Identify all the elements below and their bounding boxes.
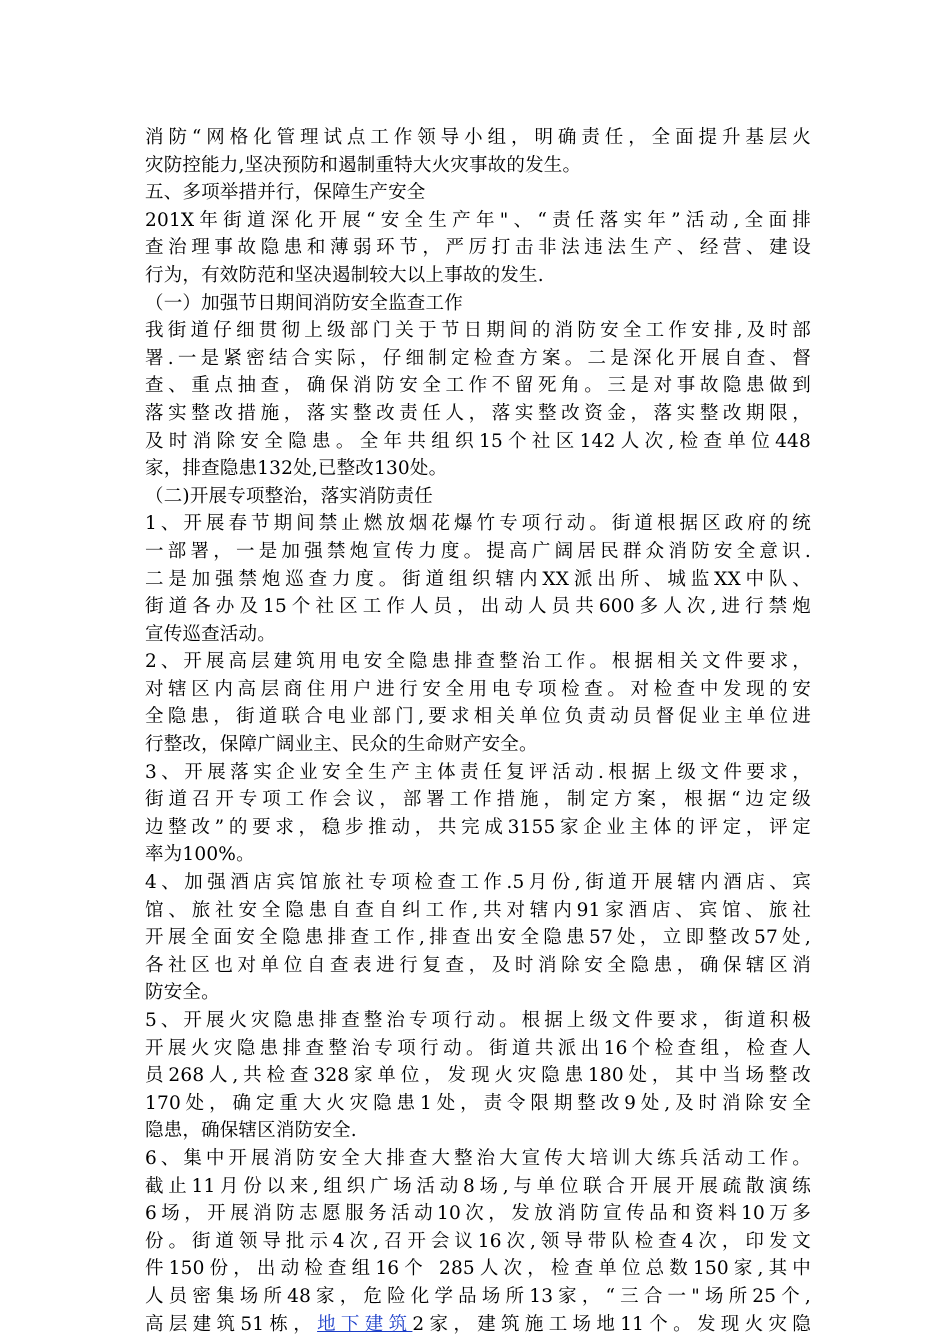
text-line: 行整改，保障广阔业主、民众的生命财产安全。	[145, 734, 538, 756]
text-line: 开展全面安全隐患排查工作,排查出安全隐患57处，立即整改57处,	[145, 927, 811, 949]
text-line: 馆、旅社安全隐患自查自纠工作,共对辖内91家酒店、宾馆、旅社	[145, 899, 811, 921]
text-line: 6场，开展消防志愿服务活动10次，发放消防宣传品和资料10万多	[145, 1203, 811, 1225]
text-line-final	[145, 1311, 811, 1339]
text-line: 查治理事故隐患和薄弱环节，严厉打击非法违法生产、经营、建设	[145, 237, 811, 259]
text-line: 隐患，确保辖区消防安全.	[145, 1120, 357, 1142]
text-line: 灾防控能力,坚决预防和遏制重特大火灾事故的发生。	[145, 154, 582, 176]
text-line: 五、多项举措并行，保障生产安全	[145, 182, 426, 204]
text-line: 街道各办及15个社区工作人员，出动人员共600多人次,进行禁炮	[145, 596, 811, 618]
text-line: 消防“网格化管理试点工作领导小组，明确责任，全面提升基层火	[145, 127, 811, 148]
text-line: 边整改”的要求，稳步推动，共完成3155家企业主体的评定，评定	[145, 816, 811, 838]
final-line-after: 2家，建筑施工场地11个。发现火灾隐	[412, 1313, 811, 1335]
text-line: 落实整改措施，落实整改责任人，落实整改资金，落实整改期限，	[145, 402, 811, 424]
text-line: 170处，确定重大火灾隐患1处，责令限期整改9处,及时消除安全	[145, 1092, 811, 1114]
text-line: （一）加强节日期间消防安全监查工作	[145, 292, 463, 314]
text-line: 防安全。	[145, 982, 220, 1004]
text-line: 4、加强酒店宾馆旅社专项检查工作.5月份,街道开展辖内酒店、宾	[145, 872, 811, 894]
text-line: 查、重点抽查，确保消防安全工作不留死角。三是对事故隐患做到	[145, 375, 811, 397]
text-line: 全隐患，街道联合电业部门,要求相关单位负责动员督促业主单位进	[145, 706, 811, 728]
text-line: 201X年街道深化开展“安全生产年"、“责任落实年”活动,全面排	[145, 209, 811, 231]
text-line: 5、开展火灾隐患排查整治专项行动。根据上级文件要求，街道积极	[145, 1010, 811, 1031]
text-line: 我街道仔细贯彻上级部门关于节日期间的消防安全工作安排,及时部	[145, 320, 811, 342]
final-line-before: 高层建筑51栋，	[145, 1313, 318, 1335]
text-line: 份。街道领导批示4次,召开会议16次,领导带队检查4次，印发文	[145, 1230, 811, 1252]
text-line: 二是加强禁炮巡查力度。街道组织辖内XX派出所、城监XX中队、	[145, 568, 811, 590]
text-line: 行为，有效防范和坚决遏制较大以上事故的发生.	[145, 264, 544, 286]
text-line: 6、集中开展消防安全大排查大整治大宣传大培训大练兵活动工作。	[145, 1147, 811, 1169]
text-line: 员268人,共检查328家单位，发现火灾隐患180处，其中当场整改	[145, 1065, 811, 1087]
text-line: 开展火灾隐患排查整治专项行动。街道共派出16个检查组，检查人	[145, 1037, 811, 1059]
text-line: 街道召开专项工作会议，部署工作措施，制定方案，根据“边定级	[145, 789, 811, 811]
text-line: 宣传巡查活动。	[145, 623, 276, 645]
text-line: 一部署，一是加强禁炮宣传力度。提高广阔居民群众消防安全意识.	[145, 540, 811, 562]
text-line: 家，排查隐患132处,已整改130处。	[145, 458, 448, 480]
text-line: 截止11月份以来,组织广场活动8场,与单位联合开展开展疏散演练	[145, 1175, 811, 1197]
text-line: 对辖区内高层商住用户进行安全用电专项检查。对检查中发现的安	[145, 678, 811, 700]
text-line: 及时消除安全隐患。全年共组织15个社区142人次,检查单位448	[145, 430, 811, 452]
text-line: 率为100%。	[145, 844, 255, 866]
text-line: 署.一是紧密结合实际，仔细制定检查方案。二是深化开展自查、督	[145, 347, 811, 369]
text-line: 件150份，出动检查组16个 285人次，检查单位总数150家,其中	[145, 1258, 811, 1280]
text-line: 3、开展落实企业安全生产主体责任复评活动.根据上级文件要求，	[145, 761, 811, 783]
text-line: 人员密集场所48家，危险化学品场所13家，“三合一"场所25个,	[145, 1285, 811, 1307]
document-body	[145, 124, 811, 1338]
underground-building-link[interactable]: 地下建筑	[317, 1313, 413, 1335]
text-line: 2、开展高层建筑用电安全隐患排查整治工作。根据相关文件要求，	[145, 651, 811, 673]
text-line: （二)开展专项整治，落实消防责任	[145, 485, 433, 507]
text-line: 各社区也对单位自查表进行复查，及时消除安全隐患，确保辖区消	[145, 954, 811, 976]
text-line: 1、开展春节期间禁止燃放烟花爆竹专项行动。街道根据区政府的统	[145, 513, 811, 535]
